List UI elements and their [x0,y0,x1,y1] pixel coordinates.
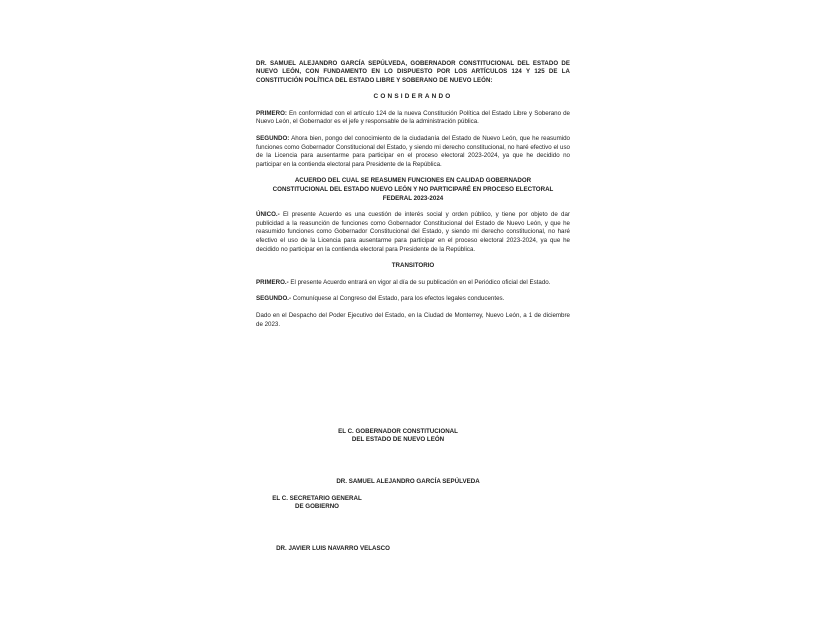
paragraph-text: El presente Acuerdo es una cuestión de interés social y orden público, y tiene por objeto de dar publicidad a la reasunción de funciones como Gobernador Constitucional del Estado de Nuevo León, y que he reasumido funciones como Gobernador Constitucional del Estado, y siendo mi derecho constitucional, no haré efectivo el uso de la Licencia para ausentarme para participar en el proceso electoral 2023-2024, ya que he decidido no participar en la contienda electoral para Presidente de la República. [256,211,570,253]
paragraph-text: El presente Acuerdo entrará en vigor al día de su publicación en el Periódico oficial del Estado. [288,278,551,286]
considerando-segundo [256,135,570,169]
document-page [256,60,570,329]
governor-title-line-2: DEL ESTADO DE NUEVO LEÓN [351,436,445,444]
transitorio-title: TRANSITORIO [391,262,435,270]
paragraph-lead: ÚNICO.- [256,211,280,219]
secretary-title-line-2: DE GOBIERNO [294,503,339,511]
acuerdo-title: ACUERDO DEL CUAL SE REASUMEN FUNCIONES EN CALIDAD GOBERNADOR CONSTITUCIONAL DEL ESTADO NUEVO LEÓN Y NO PARTICIPARÉ EN PROCESO ELECTORAL FEDERAL 2023-2024 [272,177,554,202]
dado-en-paragraph: Dado en el Despacho del Poder Ejecutivo del Estado, en la Ciudad de Monterrey, Nuevo León, a 1 de diciembre de 2023. [256,311,570,328]
paragraph-text: En conformidad con el artículo 124 de la nueva Constitución Política del Estado Libre y Soberano de Nuevo León, el Gobernador es el jefe y responsable de la administración pública. [256,109,570,126]
secretary-title-block [262,495,372,512]
considerando-primero [256,110,570,127]
paragraph-text: Comuníquese al Congreso del Estado, para los efectos legales conducentes. [291,295,505,303]
secretary-name: DR. JAVIER LUIS NAVARRO VELASCO [276,545,390,552]
acuerdo-unico [256,211,570,254]
governor-name: DR. SAMUEL ALEJANDRO GARCÍA SEPÚLVEDA [336,478,480,485]
paragraph-text: Ahora bien, pongo del conocimiento de la ciudadanía del Estado de Nuevo León, que he reasumido funciones como Gobernador Constitucional del Estado, y siendo mi derecho constitucional, no haré efectivo el uso de la Licencia para ausentarme para participar en el proceso electoral 2023-2024, ya que he decidido no participar en la contienda electoral para Presidente de la República. [256,135,570,168]
secretary-title-line-1: EL C. SECRETARIO GENERAL [272,495,362,502]
paragraph-lead: SEGUNDO: [256,135,290,142]
governor-title-line-1: EL C. GOBERNADOR CONSTITUCIONAL [338,428,458,435]
paragraph-lead: SEGUNDO.- [256,295,292,303]
paragraph-lead: PRIMERO.- [256,278,289,286]
governor-title-block [318,428,478,445]
paragraph-lead: PRIMERO: [256,109,287,117]
document-heading: DR. SAMUEL ALEJANDRO GARCÍA SEPÚLVEDA, GOBERNADOR CONSTITUCIONAL DEL ESTADO DE NUEVO LEÓN, CON FUNDAMENTO EN LO DISPUESTO POR LOS ARTÍCULOS 124 Y 125 DE LA CONSTITUCIÓN POLÍTICA DEL ESTADO LIBRE Y SOBERANO DE NUEVO LEÓN: [256,60,570,84]
transitorio-primero [256,279,570,288]
transitorio-segundo [256,295,570,304]
considerando-title: CONSIDERANDO [373,93,453,101]
